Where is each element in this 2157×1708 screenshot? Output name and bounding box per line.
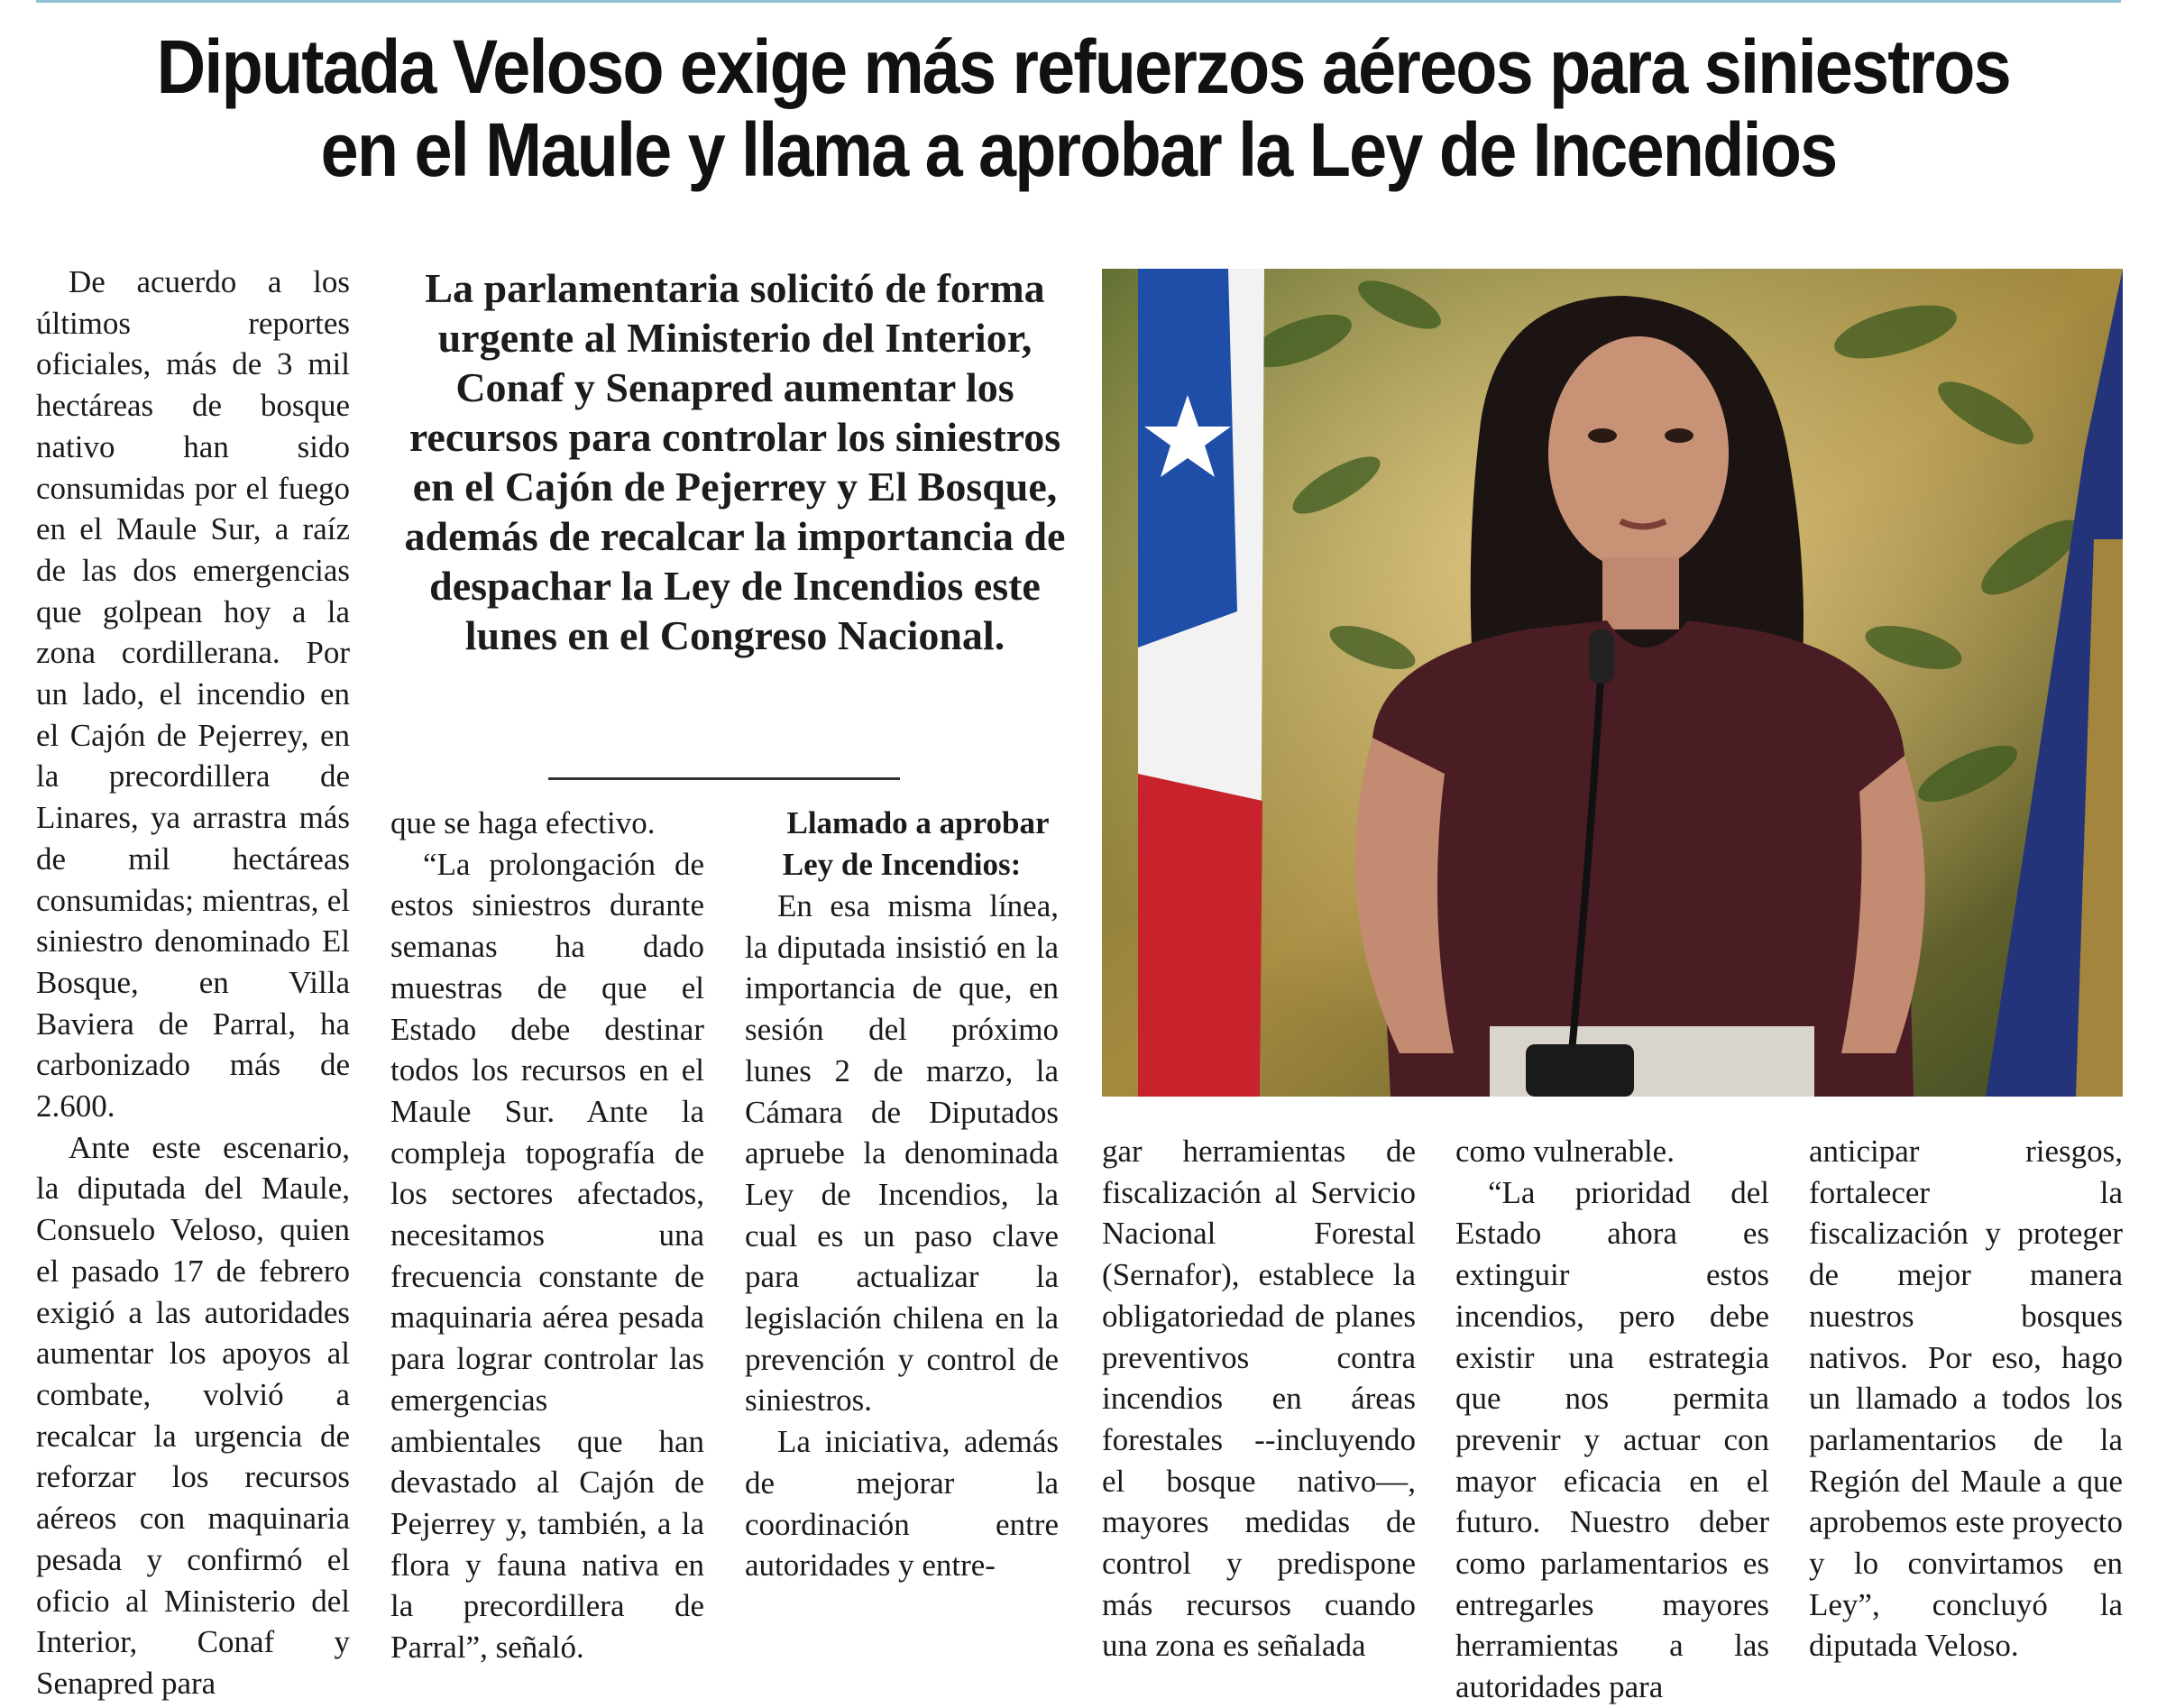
column-4 bbox=[1102, 1131, 1416, 1667]
paragraph: “La prolongación de estos siniestros durante semanas ha dado muestras de que el Estado debe destinar todos los recursos en el Maule Sur. Ante la compleja topografía de los sectores afectados, necesitamos una frecuencia constante de maquinaria aérea pesada para lograr controlar las emergencias ambientales que han devastado al Cajón de Pejerrey y, también, a la flora y fauna nativa en la precordillera de Parral”, señaló. bbox=[390, 846, 704, 1666]
headline bbox=[156, 24, 2010, 192]
paragraph: como vulnerable. bbox=[1455, 1134, 1675, 1169]
paragraph: Ante este escenario, la diputada del Maule, Consuelo Veloso, quien el pasado 17 de febrero exigió a las autoridades aumentar los apoyos al combate, volvió a recalcar la urgencia de reforzar los recursos aéreos con maquinaria pesada y confirmó el oficio al Ministerio del Interior, Conaf y Senapred para bbox=[36, 1129, 350, 1701]
paragraph: “La prioridad del Estado ahora es extinguir estos incendios, pero debe existir una estrategia que nos permita prevenir y actuar con mayor eficacia en el futuro. Nuestro deber como parlamentarios es entregarles mayores herramientas a las autoridades para bbox=[1455, 1174, 1769, 1705]
photo-woman-at-podium-icon bbox=[1102, 269, 2123, 1097]
column-2 bbox=[390, 803, 704, 1668]
column-3 bbox=[745, 803, 1059, 1586]
paragraph: De acuerdo a los últimos reportes oficiales, más de 3 mil hectáreas de bosque nativo han sido consumidas por el fuego en el Maule Sur, a raíz de las dos emergencias que golpean hoy a la zona cordillerana. Por un lado, el incendio en el Cajón de Pejerrey, en la precordillera de Linares, ya arrastra más de mil hectáreas consumidas; mientras, el siniestro denominado El Bosque, en Villa Baviera de Parral, ha carbonizado más de 2.600. bbox=[36, 264, 350, 1125]
column-5 bbox=[1455, 1131, 1769, 1708]
paragraph: gar herramientas de fiscalización al Servicio Nacional Forestal (Sernafor), establece la obligatoriedad de planes preventivos contra incendios en áreas forestales --incluyendo el bosque nativo—, mayores medidas de control y predispone más recursos cuando una zona es señalada bbox=[1102, 1134, 1416, 1664]
headline-line-1: Diputada Veloso exige más refuerzos aéreos para siniestros bbox=[156, 24, 2010, 109]
headline-line-2: en el Maule y llama a aprobar la Ley de Incendios bbox=[320, 107, 1837, 192]
section-subhead: Llamado a aprobar Ley de Incendios: bbox=[782, 805, 1050, 882]
column-6 bbox=[1809, 1131, 2123, 1667]
top-rule bbox=[36, 0, 2121, 3]
deck-divider bbox=[548, 777, 900, 780]
column-1 bbox=[36, 262, 350, 1704]
paragraph: La iniciativa, además de mejorar la coordinación entre autoridades y entre- bbox=[745, 1424, 1059, 1584]
article-deck: La parlamentaria solicitó de forma urgente al Ministerio del Interior, Conaf y Senapred aumentar los recursos para controlar los siniestros en el Cajón de Pejerrey y El Bosque, además de recalcar la importancia de despachar la Ley de Incendios este lunes en el Congreso Nacional. bbox=[404, 265, 1066, 658]
paragraph: que se haga efectivo. bbox=[390, 805, 656, 840]
paragraph: En esa misma línea, la diputada insistió en la importancia de que, en sesión del próximo lunes 2 de marzo, la Cámara de Diputados apruebe la denominada Ley de Incendios, la cual es un paso clave para actualizar la legislación chilena en la prevención y control de siniestros. bbox=[745, 888, 1059, 1419]
paragraph: anticipar riesgos, fortalecer la fiscalización y proteger de mejor manera nuestros bosques nativos. Por eso, hago un llamado a todos los parlamentarios de la Región del Maule a que aprobemos este proyecto y lo convirtamos en Ley”, concluyó la diputada Veloso. bbox=[1809, 1134, 2123, 1664]
article-photo bbox=[1102, 269, 2123, 1097]
